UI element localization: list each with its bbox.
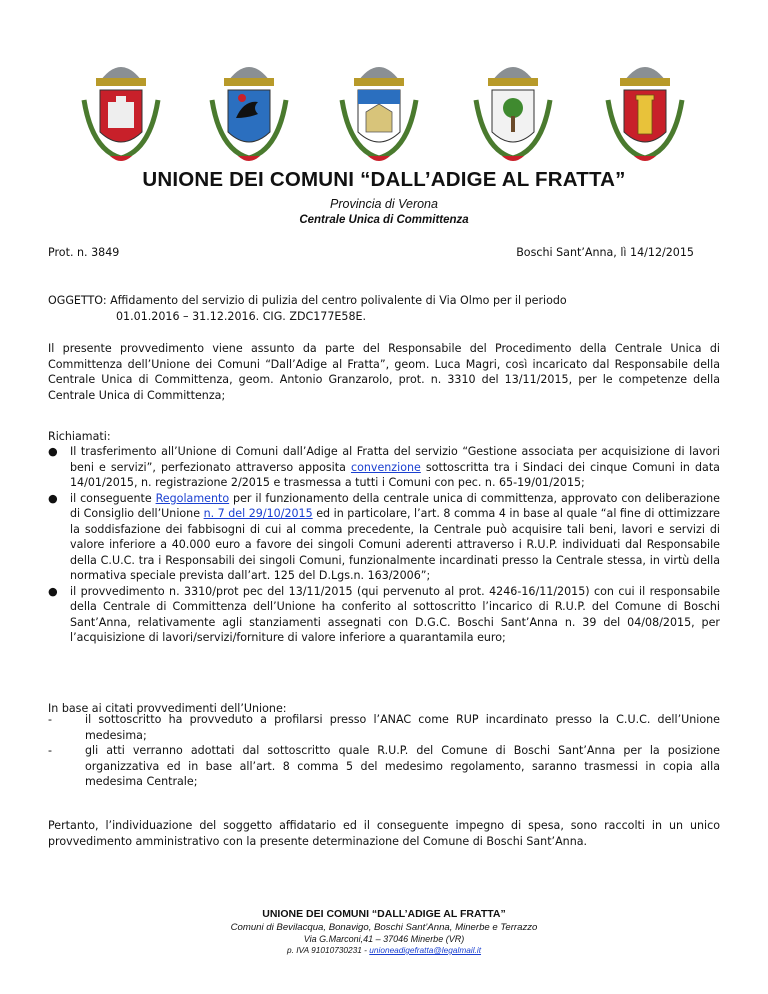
crest-bonavigo bbox=[206, 40, 292, 170]
list-item-text: per il funzionamento della centrale unica di committenza, approvato con deliberazione di Consiglio dell’Unione bbox=[70, 491, 720, 520]
list-item bbox=[48, 444, 720, 491]
protocol-row bbox=[48, 246, 694, 259]
list-item-text: sottoscritta tra i Sindaci dei cinque Comuni in data 14/01/2015, n. registrazione 2/2015 e trasmessa a tutti i Comuni con pec. n. 65-19/01/2015; bbox=[70, 460, 720, 489]
list-item bbox=[48, 491, 720, 584]
subject-line-1: OGGETTO: Affidamento del servizio di pulizia del centro polivalente di Via Olmo per il periodo bbox=[48, 294, 567, 307]
bullet-icon: ● bbox=[48, 445, 58, 458]
dash-list bbox=[48, 712, 720, 790]
crest-boschi-santanna bbox=[336, 40, 422, 170]
list-item-text: il provvedimento n. 3310/prot pec del 13/11/2015 (qui pervenuto al prot. 4246-16/11/2015) con cui il responsabile della Centrale di Committenza dell’Unione ha conferito al sottoscritto l’incarico di R.U.P. del Comune di Boschi Sant’Anna, relativamente agli stanziamenti assegnati con D.G.C. Boschi Sant’Anna n. 39 del 04/08/2015, per l’acquisizione di lavori/servizi/forniture di valore inferiore a quarantamila euro; bbox=[70, 584, 720, 644]
bullet-icon: ● bbox=[48, 491, 58, 505]
intro-paragraph: Il presente provvedimento viene assunto da parte del Responsabile del Procedimento della Centrale Unica di Committenza dell’Unione dei Comuni “Dall’Adige al Fratta”, geom. Luca Magri, così incaricato dal Responsabile della Centrale Unica di Committenza, geom. Antonio Granzarolo, prot. n. 3310 del 13/11/2015, per le competenze della Centrale Unica di Committenza; bbox=[48, 342, 720, 402]
dash-mark: - bbox=[48, 744, 53, 757]
bullet-icon: ● bbox=[48, 584, 58, 598]
dash-mark: - bbox=[48, 713, 53, 726]
subject-block bbox=[48, 293, 720, 324]
list-item-text: gli atti verranno adottati dal sottoscritto quale R.U.P. del Comune di Boschi Sant’Anna per la posizione organizzativa ed in base all’art. 8 comma 5 del medesimo regolamento, saranno trasmessi in copia alla medesima Centrale; bbox=[85, 744, 720, 788]
crest-bevilacqua bbox=[78, 40, 164, 170]
crest-terrazzo bbox=[602, 40, 688, 170]
base-citati-label: In base ai citati provvedimenti dell’Unione: bbox=[48, 702, 287, 716]
footer-address: Via G.Marconi,41 – 37046 Minerbe (VR) bbox=[303, 934, 465, 944]
footer-contacts bbox=[0, 945, 768, 955]
footer bbox=[0, 908, 768, 955]
footer-email-link[interactable]: unioneadigefratta@legalmail.it bbox=[369, 945, 482, 955]
list-item bbox=[48, 743, 720, 790]
footer-members: Comuni di Bevilacqua, Bonavigo, Boschi Sant’Anna, Minerbe e Terrazzo bbox=[230, 922, 538, 933]
office-subtitle: Centrale Unica di Committenza bbox=[299, 214, 469, 226]
final-paragraph: Pertanto, l’individuazione del soggetto affidatario ed il conseguente impegno di spesa, sono raccolti in un unico provvedimento amministrativo con la presente determinazione del Comune di Boschi Sant’Anna. bbox=[48, 819, 720, 848]
list-item-text: il conseguente bbox=[70, 491, 156, 505]
municipal-crests bbox=[78, 40, 688, 170]
list-item bbox=[48, 712, 720, 743]
list-item bbox=[48, 584, 720, 646]
list-item-text: Il trasferimento all’Unione di Comuni dall’Adige al Fratta del servizio “Gestione associata per acquisizione di lavori beni e servizi”, perfezionato attraverso apposita bbox=[70, 445, 720, 474]
footer-piva: p. IVA 91010730231 - bbox=[286, 945, 370, 955]
crest-minerbe bbox=[470, 40, 556, 170]
place-date: Boschi Sant’Anna, lì 14/12/2015 bbox=[516, 246, 694, 259]
list-item-text: ed in particolare, l’art. 8 comma 4 in base al quale “al fine di ottimizzare la soddisfazione dei fabbisogni di cui al comma precedente, la Centrale può acquisire tali beni, lavori e servizi di valore inferiore a 40.000 euro a favore dei singoli Comuni aderenti attraverso i R.U.P. individuati dal Responsabile della C.U.C. tra i Responsabili dei singoli Comuni, funzionalmente incardinati presso la Centrale stessa, in virtù della normativa speciale prevista dall’art. 125 del D.Lgs.n. 163/2006”; bbox=[70, 507, 721, 582]
richiamati-list bbox=[48, 444, 720, 646]
subject-line-2: 01.01.2016 – 31.12.2016. CIG. ZDC177E58E. bbox=[116, 309, 367, 323]
footer-name: UNIONE DEI COMUNI “DALL’ADIGE AL FRATTA” bbox=[262, 908, 506, 920]
convenzione-link[interactable]: convenzione bbox=[350, 460, 421, 474]
document-title: UNIONE DEI COMUNI “DALL’ADIGE AL FRATTA” bbox=[142, 168, 626, 191]
richiamati-label: Richiamati: bbox=[48, 430, 111, 444]
protocol-number: Prot. n. 3849 bbox=[48, 246, 120, 259]
deliberazione-link[interactable]: n. 7 del 29/10/2015 bbox=[203, 507, 313, 520]
list-item-text: il sottoscritto ha provveduto a profilarsi presso l’ANAC come RUP incardinato presso la C.U.C. dell’Unione medesima; bbox=[85, 713, 720, 742]
regolamento-link[interactable]: Regolamento bbox=[155, 491, 230, 505]
province-subtitle: Provincia di Verona bbox=[330, 197, 438, 211]
